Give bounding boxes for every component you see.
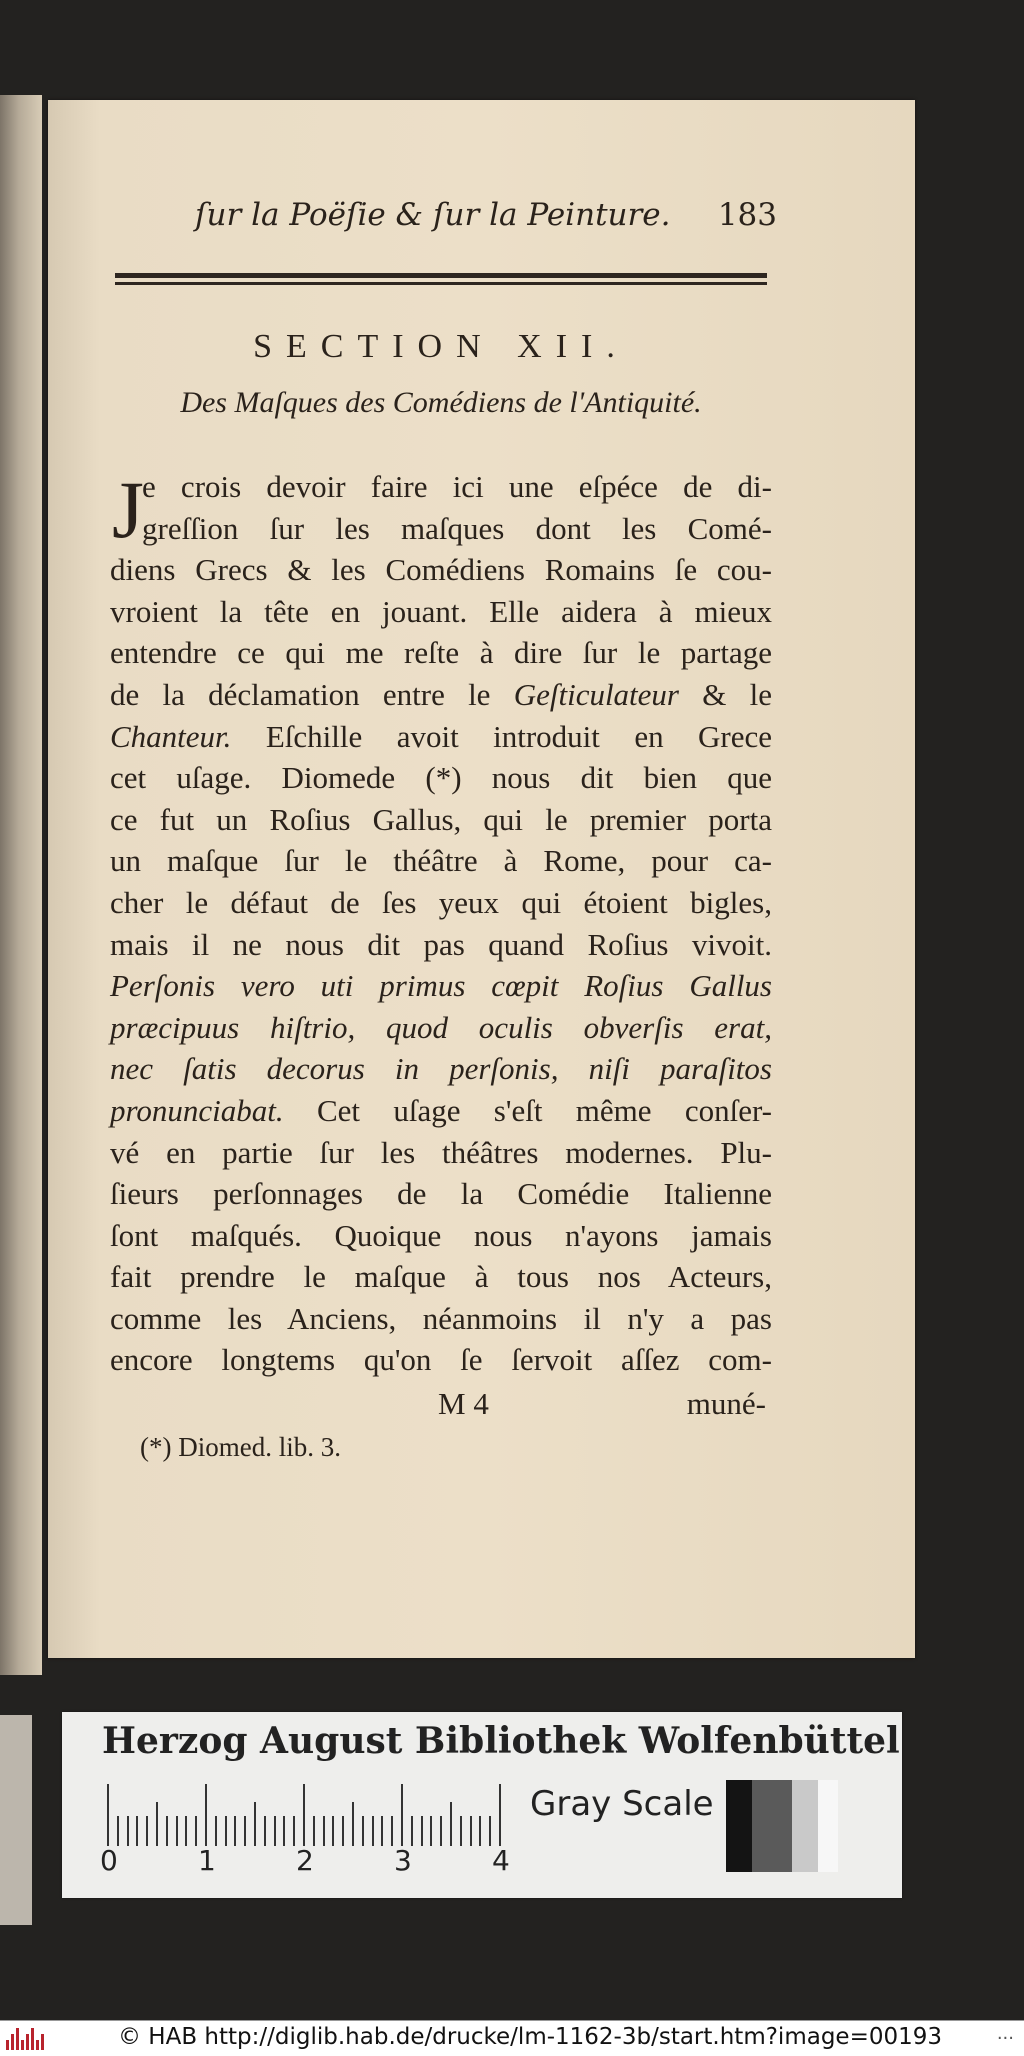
text-line: mais il ne nous dit pas quand Roſius vivoit. [110,926,772,962]
logo-bar [26,2034,29,2050]
catchword: muné- [686,1386,766,1421]
latin-quote: nec ſatis decorus in perſonis, niſi paraſitos [110,1051,772,1087]
ruler-tick [283,1816,285,1846]
logo-bar [31,2028,34,2050]
text-line: vé en partie ſur les théâtres modernes. Plu- [110,1134,772,1170]
adjacent-page-edge [0,95,42,1675]
text-segment: & le [679,676,772,712]
text-segment: Cet uſage s'eſt même conſer- [283,1092,772,1128]
section-heading: SECTION XII. [253,328,629,365]
ruler-tick [303,1784,305,1846]
text-line: cet uſage. Diomede (*) nous dit bien que [110,760,772,796]
ruler-tick [254,1802,256,1846]
ruler-tick [156,1802,158,1846]
ruler-tick [225,1816,227,1846]
text-line: entendre ce qui me reſte à dire ſur le partage [110,635,772,671]
ruler-tick [362,1816,364,1846]
ruler-tick [489,1816,491,1846]
ruler-tick [381,1816,383,1846]
ruler-tick [479,1816,481,1846]
header-rule-thick [115,273,767,278]
ruler-tick [342,1816,344,1846]
ruler-tick [215,1816,217,1846]
latin-quote: pronunciabat. [110,1092,284,1128]
catchline [110,1386,772,1428]
ruler-tick [176,1816,178,1846]
gray-scale-card [62,1712,902,1898]
ruler-tick [421,1816,423,1846]
more-options-icon[interactable]: ... [996,2023,1014,2044]
ruler-tick [499,1784,501,1846]
adjacent-card-edge [0,1715,32,1925]
running-head [195,197,777,241]
page-number: 183 [717,197,777,233]
italic-term: Chanteur. [110,718,232,754]
viewer-footer [0,2020,1024,2056]
ruler-tick [166,1816,168,1846]
text-line: comme les Anciens, néanmoins il n'y a pas [110,1300,772,1336]
ruler-number: 2 [296,1844,314,1877]
ruler-tick [313,1816,315,1846]
ruler-tick [107,1784,109,1846]
ruler-tick [234,1816,236,1846]
drop-cap: J [112,464,144,555]
ruler-tick [391,1816,393,1846]
text-line-content: e crois devoir faire ici une eſpéce de di- [142,469,772,504]
ruler-tick [127,1816,129,1846]
text-line: diens Grecs & les Comédiens Romains ſe cou- [110,552,772,588]
italic-term: Geſticulateur [513,676,679,712]
ruler-tick [401,1784,403,1846]
section-subtitle: Des Maſques des Comédiens de l'Antiquité. [180,386,702,419]
ruler-tick [244,1816,246,1846]
running-title: ſur la Poëſie & ſur la Peinture. [195,197,671,233]
text-line [110,965,772,1007]
ruler-tick [274,1816,276,1846]
ruler-number: 3 [394,1844,412,1877]
text-line: fait prendre le maſque à tous nos Acteurs, [110,1259,772,1295]
library-name: Herzog August Bibliothek Wolfenbüttel [102,1720,900,1762]
ruler-tick [264,1816,266,1846]
ruler-tick [323,1816,325,1846]
logo-bar [11,2034,14,2050]
ruler-tick [411,1816,413,1846]
footnote: (*) Diomed. lib. 3. [140,1432,341,1462]
logo-bar [41,2034,44,2050]
ruler-number: 4 [492,1844,510,1877]
ruler-tick [470,1816,472,1846]
text-line: cher le défaut de ſes yeux qui étoient bigles, [110,884,772,920]
ruler-tick [185,1816,187,1846]
ruler-tick [146,1816,148,1846]
gray-scale-label: Gray Scale [530,1784,714,1824]
ruler-tick [293,1816,295,1846]
swatch-white [818,1780,838,1872]
ruler-tick [205,1784,207,1846]
text-line [110,1090,772,1132]
text-segment: Eſchille avoit introduit en Grece [231,718,772,754]
text-line: encore longtems qu'on ſe ſervoit aſſez com- [110,1342,772,1378]
logo-bar [16,2028,19,2050]
ruler-tick [372,1816,374,1846]
hab-logo-icon [6,2028,44,2050]
text-line: ſont maſqués. Quoique nous n'ayons jamais [110,1217,772,1253]
signature-mark: M 4 [438,1386,489,1421]
swatch-light-gray [792,1780,818,1872]
text-line: ſieurs perſonnages de la Comédie Italienne [110,1176,772,1212]
ruler-tick [352,1802,354,1846]
logo-bar [21,2040,24,2050]
text-line [110,1048,772,1090]
text-line [110,716,772,758]
text-line: ce fut un Roſius Gallus, qui le premier porta [110,801,772,837]
body-text [110,466,772,1381]
copyright-url[interactable]: © HAB http://diglib.hab.de/drucke/lm-1162-3b/start.htm?image=00193 [118,2024,943,2050]
ruler-tick [440,1816,442,1846]
text-segment: de la déclamation entre le [110,676,514,712]
swatch-dark-gray [752,1780,792,1872]
text-line [110,1007,772,1049]
logo-bar [36,2040,39,2050]
latin-quote: præcipuus hiſtrio, quod oculis obverſis erat, [110,1009,772,1045]
text-line: un maſque ſur le théâtre à Rome, pour ca- [110,843,772,879]
ruler-tick [460,1816,462,1846]
ruler-tick [450,1802,452,1846]
ruler-number: 0 [100,1844,118,1877]
ruler-number: 1 [198,1844,216,1877]
ruler-tick [332,1816,334,1846]
ruler-scale [107,1780,567,1846]
text-line: vroient la tête en jouant. Elle aidera à mieux [110,593,772,629]
ruler-tick [136,1816,138,1846]
swatch-black [726,1780,752,1872]
ruler-tick [195,1816,197,1846]
ruler-tick [430,1816,432,1846]
latin-quote: Perſonis vero uti primus cœpit Roſius Gallus [110,968,772,1004]
header-rule-thin [115,282,767,285]
ruler-tick [117,1816,119,1846]
text-line [110,674,772,716]
logo-bar [6,2040,9,2050]
text-line: greſſion ſur les maſques dont les Comé- [142,510,772,546]
